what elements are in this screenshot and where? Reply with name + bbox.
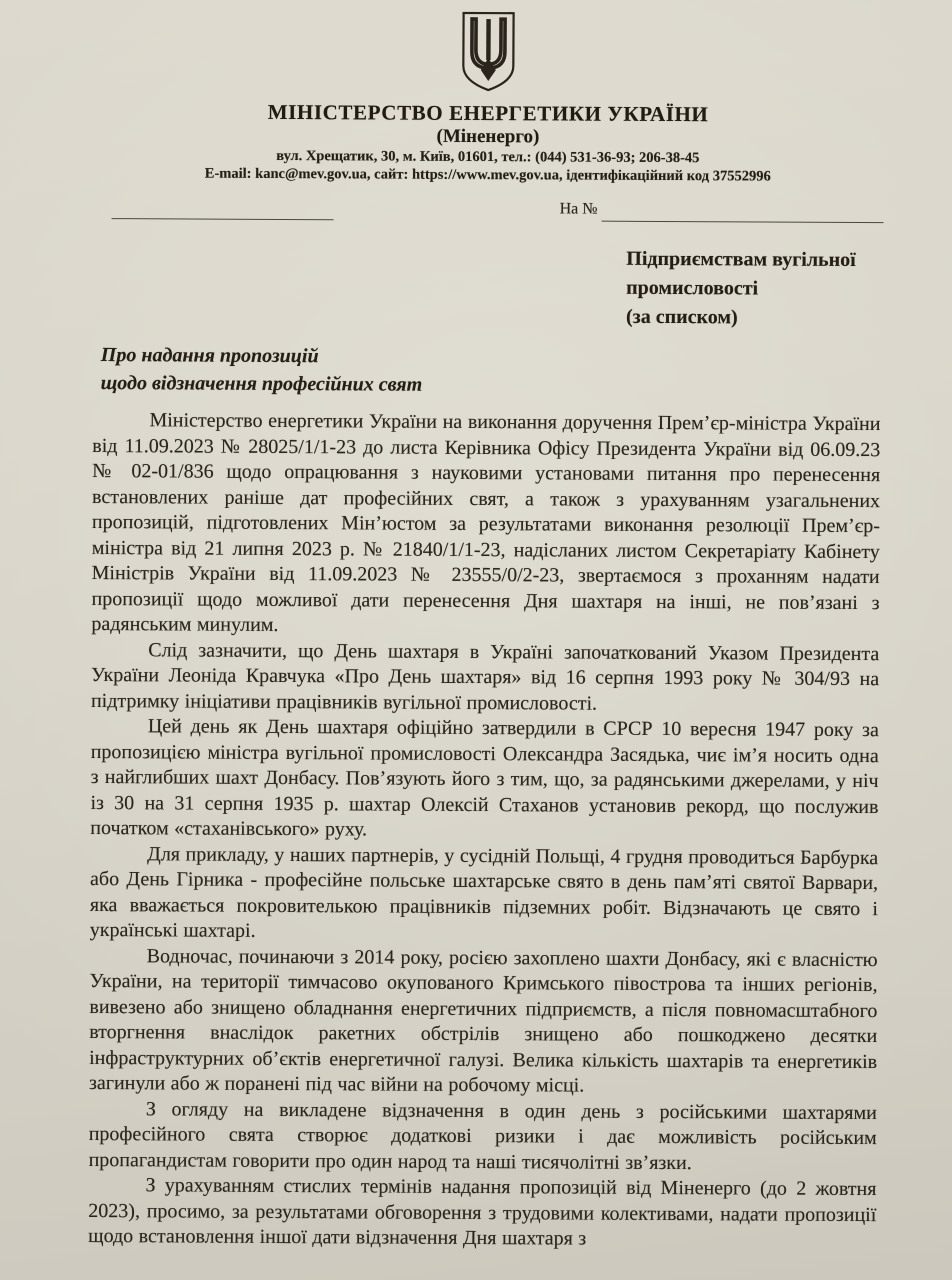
recipient-line: (за списком) <box>625 305 738 329</box>
letter-content <box>0 8 952 1254</box>
ukraine-trident-emblem-icon <box>457 10 519 94</box>
letter-body <box>88 408 880 1254</box>
subject-line: Про надання пропозицій <box>100 344 319 368</box>
ministry-short-name: (Міненерго) <box>436 125 540 148</box>
body-paragraph: Міністерство енергетики України на виконання доручення Прем’єр-міністра України від 11.09.2023 № 28025/1/1-23 до листа Керівника Офісу Президента України від 06.09.23 № 02-01/836 щодо опрацювання з науковими установами питання про перенесення встановлених раніше дат професійних свят, а також з урахуванням узагальнених пропозицій, підготовлених Мін’юстом за результатами виконання резолюції Прем’єр-міністра від 21 липня 2023 р. № 21840/1/1-23, надісланих листом Секретаріату Кабінету Міністрів України від 11.09.2023 № 23555/0/2-23, звертаємося з проханням надати пропозиції щодо можливої дати перенесення Дня шахтаря на інші, не пов’язані з радянським минулим. <box>91 409 881 636</box>
ministry-contact-line: E-mail: kanc@mev.gov.ua, сайт: https://www.mev.gov.ua, ідентифікаційний код 37552996 <box>204 165 771 185</box>
incoming-number-blank-line <box>602 221 884 223</box>
body-paragraph: З урахуванням стислих термінів надання пропозицій від Міненерго (до 2 жовтня 2023), просимо, за результатами обговорення з трудовими колективами, надати пропозиції щодо встановлення іншої дати відзначення Дня шахтаря з <box>88 1174 877 1250</box>
recipient-line: Підприємствам вугільної <box>626 247 856 271</box>
body-paragraph: Водночас, починаючи з 2014 року, росією захоплено шахти Донбасу, які є власністю України, на території тимчасово окупованого Кримського півострова та інших регіонів, вивезено або знищено обладнання енергетичних підприємств, а після повномасштабного вторгнення внаслідок ракетних обстрілів знищено або пошкоджено десятки інфраструктурних об’єктів енергетичної галузі. Велика кількість шахтарів та енергетиків загинули або ж поранені під час війни на робочому місці. <box>88 944 878 1097</box>
na-no-label: На № <box>559 200 598 218</box>
outgoing-number-blank-line <box>112 218 334 220</box>
recipient-line: промисловості <box>626 276 759 300</box>
subject-block <box>101 341 881 401</box>
subject-line: щодо відзначення професійних свят <box>100 372 423 396</box>
ministry-name: МІНІСТЕРСТВО ЕНЕРГЕТИКИ УКРАЇНИ <box>267 99 709 127</box>
recipient-block <box>626 245 881 333</box>
body-paragraph: Слід зазначити, що День шахтаря в Україні започаткований Указом Президента України Леоніда Кравчука «Про День шахтаря» від 16 серпня 1993 року № 304/93 на підтримку ініціативи працівників вугільної промисловості. <box>90 638 880 715</box>
body-paragraph: З огляду на викладене відзначення в один день з російськими шахтарями професійного свята створює додаткові ризики і дає можливість російським пропагандистам говорити про один народ та наші тисячолітні зв’язки. <box>88 1097 877 1174</box>
reference-row <box>93 182 881 238</box>
body-paragraph: Для прикладу, у наших партнерів, у сусідній Польщі, 4 грудня проводиться Барбурка або День Гірника - професійне польське шахтарське свято в день пам’яті святої Варвари, яка вважається покровителькою працівників підземних робіт. Відзначають це свято і українські шахтарі. <box>89 842 879 942</box>
ministry-address-line: вул. Хрещатик, 30, м. Київ, 01601, тел.: (044) 531-36-93; 206-38-45 <box>276 147 700 167</box>
body-paragraph: Цей день як День шахтаря офіційно затвердили в СРСР 10 вересня 1947 року за пропозицією міністра вугільної промисловості Олександра Засядька, чиє ім’я носить одна з найглибших шахт Донбасу. Пов’язують його з тим, що, за радянськими джерелами, у ніч із 30 на 31 серпня 1935 р. шахтар Олексій Стаханов установив рекорд, що послужив початком «стаханівського» руху. <box>90 715 879 841</box>
